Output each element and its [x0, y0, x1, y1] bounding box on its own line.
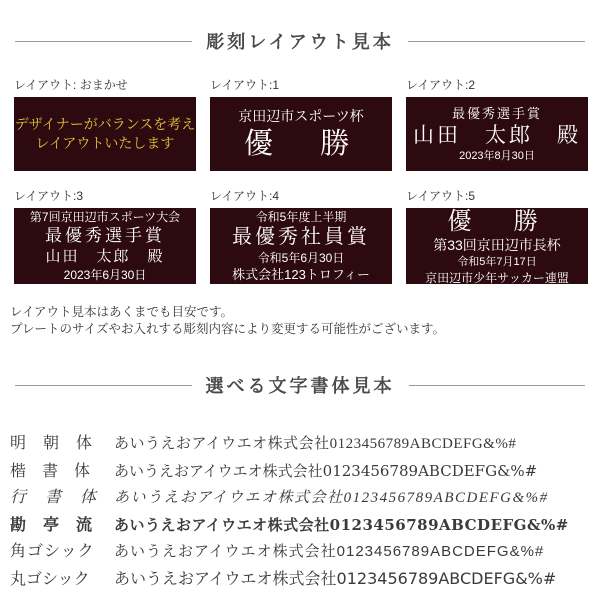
title-rule-right-2: [409, 385, 586, 386]
plate-5-line-1: 優 勝: [447, 208, 547, 235]
plate-label-5: レイアウト:5: [406, 189, 476, 203]
font-label-kanteiryu: 勘 亭 流: [10, 515, 93, 534]
plate-label-2: レイアウト:2: [406, 78, 476, 92]
plate-label-3: レイアウト:3: [14, 189, 84, 203]
plate-label-omakase: レイアウト: おまかせ: [14, 78, 128, 92]
plate-label-4: レイアウト:4: [210, 189, 280, 203]
font-label-mincho: 明 朝 体: [10, 435, 93, 452]
title-rule-left: [15, 41, 192, 42]
font-samples-title-text: 選べる文字書体見本: [205, 376, 395, 396]
plate-1-line-1: 京田辺市スポーツ杯: [238, 107, 364, 124]
title-rule-right: [408, 41, 585, 42]
font-label-marugothic: 丸ゴシック: [10, 569, 90, 588]
layout-disclaimer-note: [10, 304, 590, 338]
plate-cell-1: [210, 76, 392, 171]
plate-3-line-3: 山田 太郎 殿: [45, 248, 165, 265]
font-row-mincho: [10, 430, 592, 457]
layout-plates-grid: [14, 76, 586, 284]
note-line-1: レイアウト見本はあくまでも目安です。: [10, 305, 234, 319]
plate-label-1: レイアウト:1: [210, 78, 280, 92]
plate-4-line-2: 最優秀社員賞: [232, 226, 370, 248]
plate-5: [406, 208, 588, 284]
font-row-kanteiryu: [10, 511, 592, 538]
font-label-kaisho: 楷 書 体: [10, 461, 91, 480]
plate-3: [14, 208, 196, 284]
plate-4-line-3: 令和5年6月30日: [257, 251, 345, 265]
plate-cell-4: [210, 187, 392, 284]
engraving-layout-section-title: [15, 28, 585, 54]
plate-cell-5: [406, 187, 588, 284]
plate-omakase-line-2: レイアウトいたします: [35, 135, 175, 151]
plate-5-line-3: 令和5年7月17日: [457, 255, 537, 268]
font-sample-kanteiryu: あいうえおアイウエオ株式会社0123456789ABCDEFG&%#: [114, 516, 569, 534]
plate-1: [210, 97, 392, 171]
plate-cell-2: [406, 76, 588, 171]
plate-cell-omakase: [14, 76, 196, 171]
font-label-kakugothic: 角ゴシック: [10, 543, 95, 560]
font-sample-gyosho: あいうえおアイウエオ株式会社0123456789ABCDEFG&%#: [114, 490, 549, 506]
plate-2: [406, 97, 588, 171]
font-samples-section-title: [15, 372, 585, 398]
plate-4-line-4: 株式会社123トロフィー: [232, 267, 370, 282]
font-row-marugothic: [10, 565, 592, 592]
plate-3-line-4: 2023年6月30日: [63, 268, 147, 282]
plate-5-line-2: 第33回京田辺市長杯: [433, 236, 561, 253]
plate-2-line-2: 山田 太郎 殿: [413, 123, 581, 147]
plate-5-line-4: 京田辺市少年サッカー連盟: [425, 270, 569, 284]
engraving-layout-title-text: 彫刻レイアウト見本: [206, 32, 394, 52]
plate-3-line-1: 第7回京田辺市スポーツ大会: [29, 210, 181, 224]
font-row-kakugothic: [10, 538, 592, 565]
font-sample-kaisho: あいうえおアイウエオ株式会社0123456789ABCDEFG&%#: [114, 462, 538, 480]
font-sample-mincho: あいうえおアイウエオ株式会社0123456789ABCDEFG&%#: [114, 436, 517, 452]
font-sample-kakugothic: あいうえおアイウエオ株式会社0123456789ABCDEFG&%#: [114, 543, 545, 560]
font-label-gyosho: 行 書 体: [10, 489, 98, 506]
plate-2-line-1: 最優秀選手賞: [451, 105, 542, 121]
plate-3-line-2: 最優秀選手賞: [45, 226, 165, 245]
note-line-2: プレートのサイズやお入れする彫刻内容により変更する可能性がございます。: [10, 322, 446, 336]
plate-omakase: [14, 97, 196, 171]
plate-4-line-1: 令和5年度上半期: [255, 210, 347, 224]
font-sample-marugothic: あいうえおアイウエオ株式会社0123456789ABCDEFG&%#: [114, 569, 557, 588]
font-sample-list: [10, 430, 592, 592]
title-rule-left-2: [15, 385, 192, 386]
font-row-gyosho: [10, 484, 592, 511]
plate-omakase-line-1: デザイナーがバランスを考え: [14, 116, 196, 132]
plate-1-line-2: 優 勝: [243, 127, 358, 160]
plate-2-line-3: 2023年8月30日: [459, 149, 535, 162]
font-row-kaisho: [10, 457, 592, 484]
plate-4: [210, 208, 392, 284]
plate-cell-3: [14, 187, 196, 284]
